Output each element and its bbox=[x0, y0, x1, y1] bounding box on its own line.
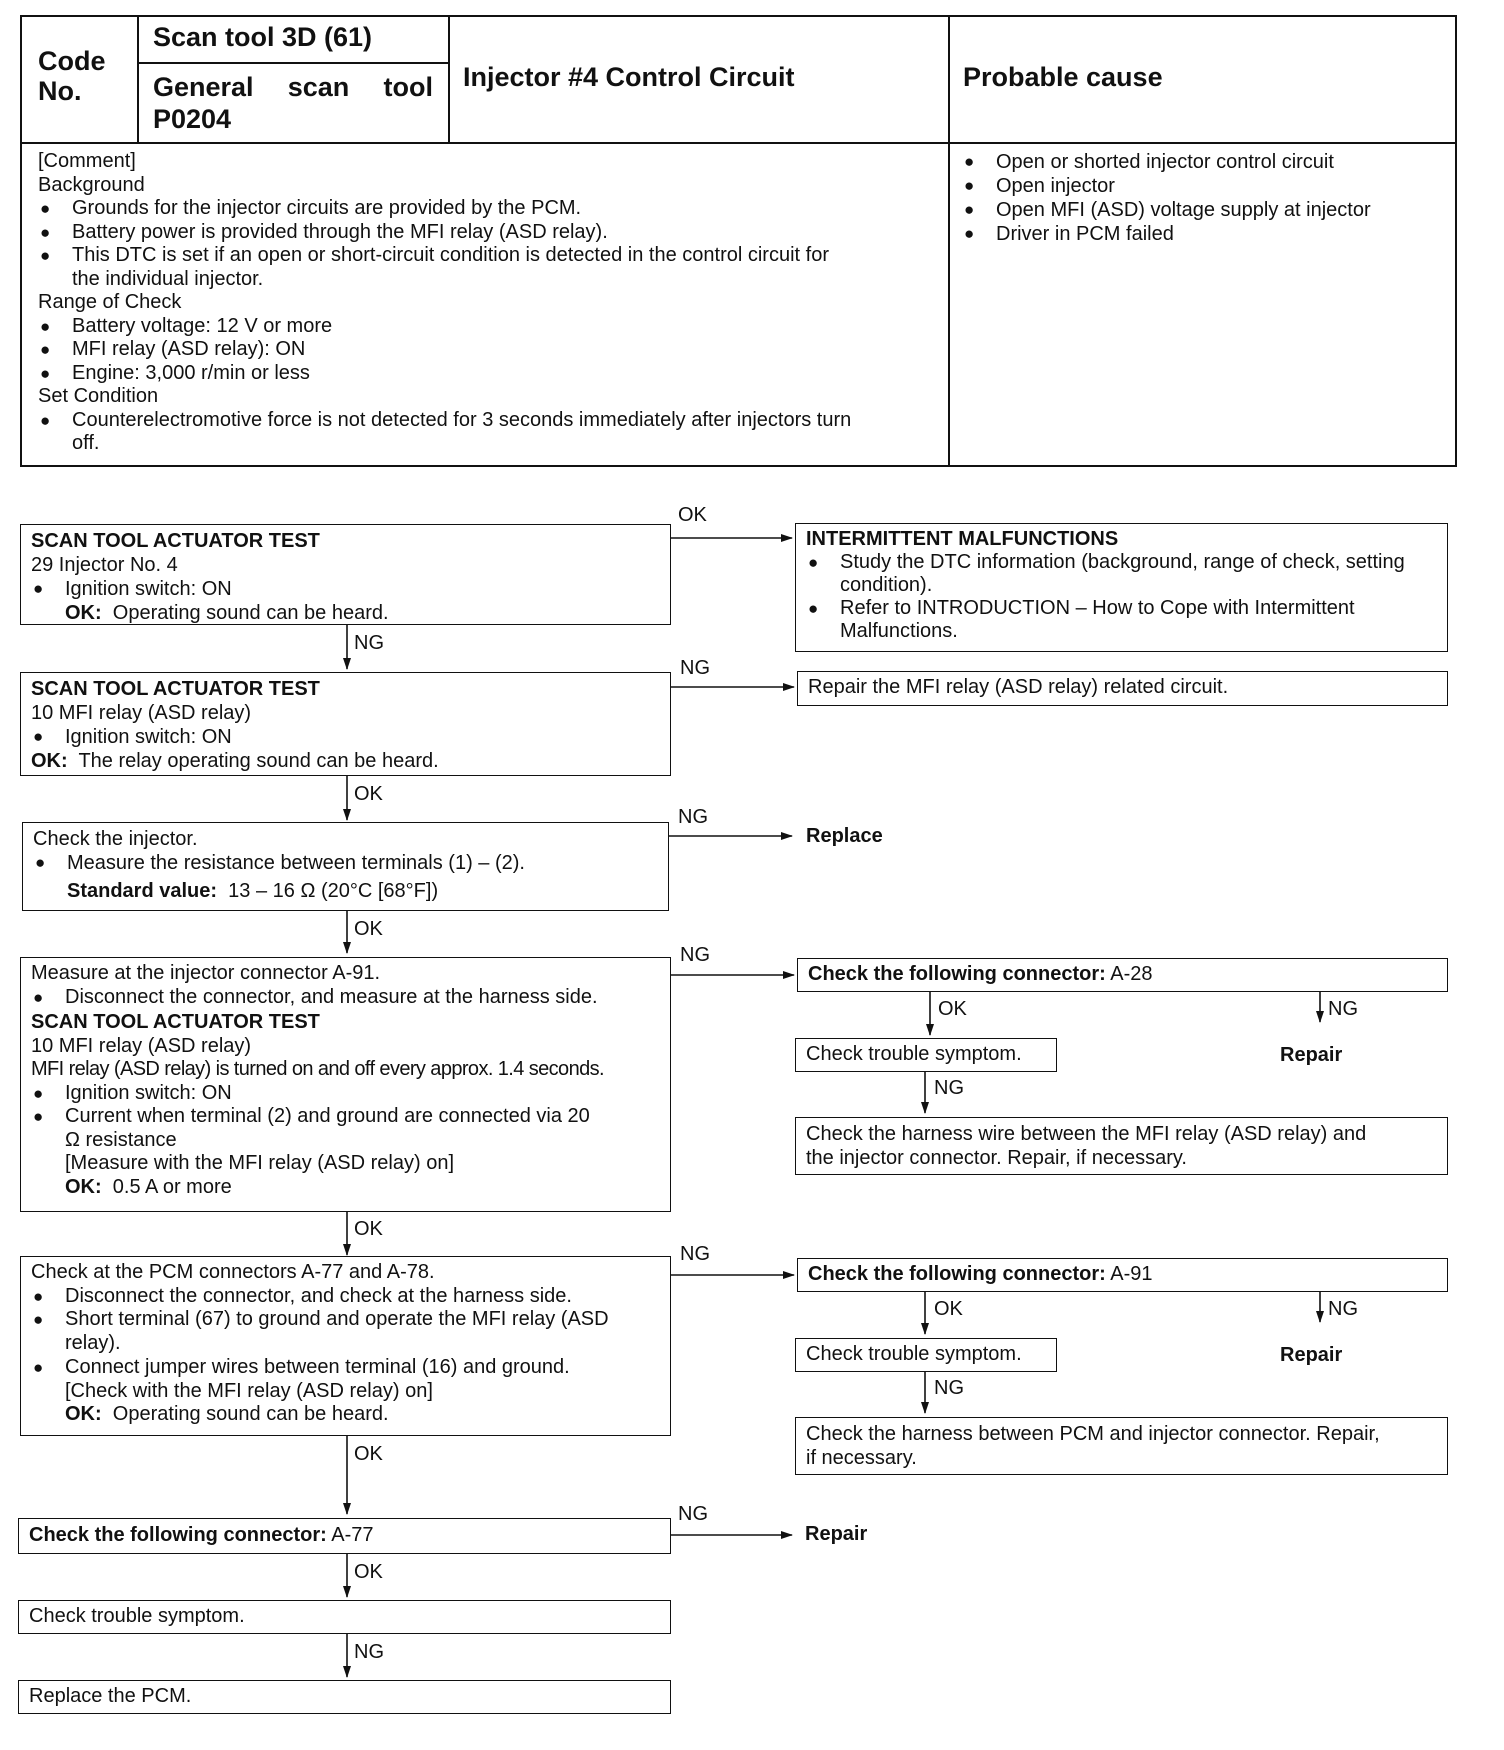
ng-label-flow: NG bbox=[1328, 1298, 1358, 1320]
step2-bullet: ● Ignition switch: ON bbox=[31, 725, 660, 749]
trouble-symptom-text: Check trouble symptom. bbox=[806, 1043, 1022, 1065]
repair-mfi-text: Repair the MFI relay (ASD relay) related circuit. bbox=[808, 676, 1229, 698]
step4-bullet-continuation: Ω resistance bbox=[65, 1128, 177, 1151]
ng-label-flow: NG bbox=[680, 1243, 710, 1265]
set-condition-continuation: off. bbox=[72, 432, 100, 454]
range-item: ● Battery voltage: 12 V or more bbox=[38, 315, 938, 339]
repair-mfi-box bbox=[797, 671, 1448, 706]
harness-check-box-2 bbox=[795, 1417, 1448, 1475]
step4-title: SCAN TOOL ACTUATOR TEST bbox=[31, 1011, 320, 1033]
step4-bullet-continuation: [Measure with the MFI relay (ASD relay) on] bbox=[65, 1152, 455, 1174]
repair-action: Repair bbox=[1280, 1044, 1343, 1066]
ok-label-flow: OK bbox=[354, 783, 383, 805]
connector-a77-box bbox=[18, 1518, 671, 1554]
step3-bullet: ● Measure the resistance between terminals (1) – (2). bbox=[33, 851, 658, 875]
step1-ok-text: Operating sound can be heard. bbox=[112, 602, 389, 624]
ng-label-flow: NG bbox=[934, 1377, 964, 1399]
standard-value-text: 13 – 16 Ω (20°C [68°F]) bbox=[228, 880, 439, 902]
standard-value-label: Standard value: bbox=[67, 880, 218, 902]
step2-title: SCAN TOOL ACTUATOR TEST bbox=[31, 678, 320, 700]
repair-action: Repair bbox=[1280, 1344, 1343, 1366]
ng-label-flow: NG bbox=[678, 806, 708, 828]
replace-pcm-box bbox=[18, 1680, 671, 1714]
range-item: ● Engine: 3,000 r/min or less bbox=[38, 362, 938, 386]
step4-box bbox=[20, 957, 671, 1212]
repair-action: Repair bbox=[805, 1523, 868, 1545]
step4-line: 10 MFI relay (ASD relay) bbox=[31, 1034, 252, 1057]
header-vline-3 bbox=[948, 15, 950, 467]
connector-check-label: Check the following connector: bbox=[808, 963, 1106, 985]
set-condition-label: Set Condition bbox=[38, 385, 159, 407]
probable-cause-heading: Probable cause bbox=[963, 62, 1163, 92]
trouble-symptom-box-1 bbox=[795, 1038, 1057, 1072]
range-item: ● MFI relay (ASD relay): ON bbox=[38, 338, 938, 362]
step2-line: 10 MFI relay (ASD relay) bbox=[31, 702, 252, 724]
code-no-label: Code No. bbox=[38, 46, 106, 106]
range-of-check-label: Range of Check bbox=[38, 291, 182, 313]
ok-label-flow: OK bbox=[934, 1298, 963, 1320]
background-label: Background bbox=[38, 173, 145, 196]
step5-bullet: ● Disconnect the connector, and check at the harness side. bbox=[31, 1285, 660, 1309]
harness-check-text: Check the harness wire between the MFI relay (ASD relay) and bbox=[806, 1123, 1367, 1145]
probable-cause-item: ● Driver in PCM failed bbox=[962, 222, 1452, 246]
harness-check-text: Check the harness between PCM and injector connector. Repair, bbox=[806, 1423, 1380, 1445]
trouble-symptom-box-3 bbox=[18, 1600, 671, 1634]
general-scan-tool-code: P0204 bbox=[153, 104, 232, 134]
ng-label-flow: NG bbox=[354, 632, 384, 654]
header-vline-2 bbox=[448, 15, 450, 142]
step4-bullet: ● Ignition switch: ON bbox=[31, 1082, 660, 1106]
probable-cause-item: ● Open MFI (ASD) voltage supply at injector bbox=[962, 198, 1452, 222]
step5-line: [Check with the MFI relay (ASD relay) on] bbox=[65, 1379, 433, 1402]
intermittent-item: ● Study the DTC information (background, range of check, setting bbox=[806, 551, 1437, 574]
ng-label-flow: NG bbox=[678, 1503, 708, 1525]
scan-tool-3d-label: Scan tool 3D (61) bbox=[153, 22, 373, 52]
ok-label: OK: bbox=[65, 1403, 102, 1426]
replace-action: Replace bbox=[806, 825, 883, 847]
step5-bullet-continuation: relay). bbox=[65, 1332, 121, 1355]
connector-a91-box bbox=[797, 1258, 1448, 1292]
step2-ok-text: The relay operating sound can be heard. bbox=[78, 750, 439, 772]
ok-label-flow: OK bbox=[938, 998, 967, 1020]
connector-code: A-77 bbox=[331, 1524, 374, 1546]
ng-label-flow: NG bbox=[934, 1077, 964, 1099]
replace-pcm-text: Replace the PCM. bbox=[29, 1685, 192, 1707]
connector-check-label: Check the following connector: bbox=[29, 1524, 327, 1546]
step4-bullet: ● Current when terminal (2) and ground are connected via 20 bbox=[31, 1105, 660, 1129]
intermittent-item-continuation: Malfunctions. bbox=[840, 620, 958, 642]
trouble-symptom-text: Check trouble symptom. bbox=[29, 1605, 245, 1627]
header-vline-1 bbox=[137, 15, 139, 142]
ok-label-flow: OK bbox=[678, 504, 707, 526]
trouble-symptom-text: Check trouble symptom. bbox=[806, 1343, 1022, 1365]
connector-check-label: Check the following connector: bbox=[808, 1263, 1106, 1285]
step1-bullet: ● Ignition switch: ON bbox=[31, 577, 660, 601]
ng-label-flow: NG bbox=[1328, 998, 1358, 1020]
intermittent-item: ● Refer to INTRODUCTION – How to Cope with Intermittent bbox=[806, 597, 1437, 620]
ok-label: OK: bbox=[65, 1175, 102, 1198]
step3-box bbox=[22, 822, 669, 911]
header-hline-mid bbox=[137, 62, 448, 64]
step5-bullet: ● Short terminal (67) to ground and operate the MFI relay (ASD bbox=[31, 1308, 660, 1332]
harness-check-box-1 bbox=[795, 1117, 1448, 1175]
background-item: ● This DTC is set if an open or short-circuit condition is detected in the control circuit for bbox=[38, 244, 938, 268]
step3-line: Check the injector. bbox=[33, 828, 198, 850]
step1-title: SCAN TOOL ACTUATOR TEST bbox=[31, 530, 320, 552]
ok-label-flow: OK bbox=[354, 1561, 383, 1583]
step4-line: MFI relay (ASD relay) is turned on and off every approx. 1.4 seconds. bbox=[31, 1058, 604, 1080]
dtc-title: Injector #4 Control Circuit bbox=[463, 62, 795, 92]
ng-label-flow: NG bbox=[680, 944, 710, 966]
step5-line: Check at the PCM connectors A-77 and A-78. bbox=[31, 1261, 435, 1283]
header-rule-bottom bbox=[20, 142, 1457, 144]
ok-label: OK: bbox=[31, 750, 68, 772]
probable-cause-item: ● Open or shorted injector control circuit bbox=[962, 150, 1452, 174]
step5-bullet: ● Connect jumper wires between terminal (16) and ground. bbox=[31, 1356, 660, 1380]
connector-code: A-28 bbox=[1110, 963, 1153, 985]
step2-box bbox=[20, 672, 671, 776]
comment-block bbox=[38, 150, 938, 456]
background-item-continuation: the individual injector. bbox=[72, 267, 264, 290]
step4-ok-text: 0.5 A or more bbox=[112, 1175, 232, 1198]
comment-heading: [Comment] bbox=[38, 150, 136, 172]
set-condition-item: ● Counterelectromotive force is not detected for 3 seconds immediately after injectors turn bbox=[38, 409, 938, 433]
connector-code: A-91 bbox=[1110, 1263, 1153, 1285]
probable-cause-list bbox=[962, 150, 1452, 246]
general-scan-tool-label: General scan tool bbox=[153, 72, 433, 102]
connector-a28-box bbox=[797, 958, 1448, 992]
intermittent-title: INTERMITTENT MALFUNCTIONS bbox=[806, 528, 1119, 550]
harness-check-text: the injector connector. Repair, if necessary. bbox=[806, 1147, 1187, 1169]
ng-label-flow: NG bbox=[680, 657, 710, 679]
step1-box bbox=[20, 524, 671, 625]
harness-check-text: if necessary. bbox=[806, 1447, 917, 1469]
background-item: ● Battery power is provided through the MFI relay (ASD relay). bbox=[38, 221, 938, 245]
trouble-symptom-box-2 bbox=[795, 1338, 1057, 1372]
probable-cause-item: ● Open injector bbox=[962, 174, 1452, 198]
step4-bullet: ● Disconnect the connector, and measure at the harness side. bbox=[31, 986, 660, 1010]
ok-label-flow: OK bbox=[354, 1443, 383, 1465]
step1-line: 29 Injector No. 4 bbox=[31, 554, 178, 576]
ok-label-flow: OK bbox=[354, 918, 383, 940]
ng-label-flow: NG bbox=[354, 1641, 384, 1663]
step4-line: Measure at the injector connector A-91. bbox=[31, 962, 381, 984]
intermittent-item-continuation: condition). bbox=[840, 574, 933, 596]
ok-label: OK: bbox=[65, 602, 102, 624]
background-item: ● Grounds for the injector circuits are provided by the PCM. bbox=[38, 197, 938, 221]
intermittent-box bbox=[795, 523, 1448, 652]
ok-label-flow: OK bbox=[354, 1218, 383, 1240]
step5-box bbox=[20, 1256, 671, 1436]
step5-ok-text: Operating sound can be heard. bbox=[112, 1403, 389, 1426]
